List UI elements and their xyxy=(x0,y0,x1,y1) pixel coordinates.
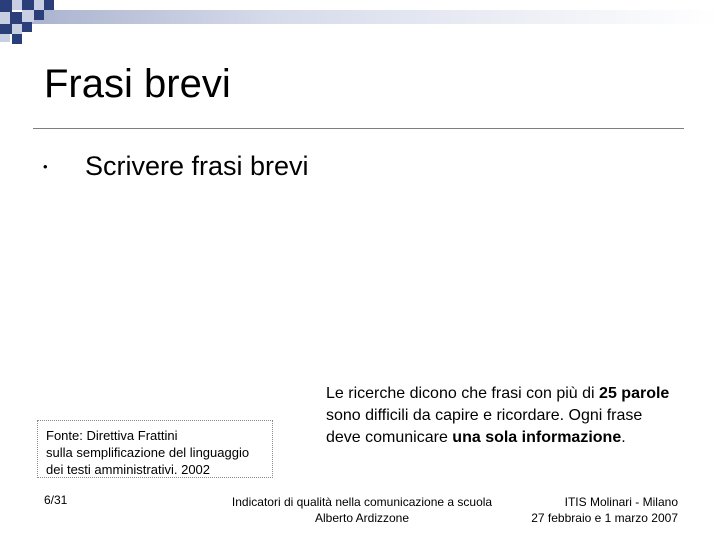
source-line: Fonte: Direttiva Frattini xyxy=(46,428,178,443)
footer-dates: 27 febbraio e 1 marzo 2007 xyxy=(531,511,678,525)
research-note xyxy=(326,383,676,449)
title-divider xyxy=(33,128,684,129)
footer-author: Alberto Ardizzone xyxy=(314,511,410,525)
source-line: dei testi amministrativi. 2002 xyxy=(46,462,211,477)
bullet-item: Scrivere frasi brevi xyxy=(85,151,309,181)
footer-course-title: Indicatori di qualità nella comunicazione a scuola xyxy=(231,495,493,509)
footer-school: ITIS Molinari - Milano xyxy=(564,495,678,509)
note-text: sono difficili da capire e ricordare. Ogni frase deve comunicare xyxy=(326,407,643,446)
footer-center xyxy=(222,494,502,526)
footer-right xyxy=(510,494,678,526)
header-decoration xyxy=(0,0,720,50)
slide-number: 6/31 xyxy=(44,493,68,507)
note-text: Le ricerche dicono che frasi con più di xyxy=(326,385,600,402)
source-line: sulla semplificazione del linguaggio xyxy=(46,445,250,460)
note-emphasis: 25 parole xyxy=(599,385,670,402)
slide-title: Frasi brevi xyxy=(44,62,231,106)
note-text: . xyxy=(621,429,626,446)
bullet-marker: • xyxy=(43,159,48,174)
note-emphasis: una sola informazione xyxy=(452,429,622,446)
source-box xyxy=(37,420,273,478)
